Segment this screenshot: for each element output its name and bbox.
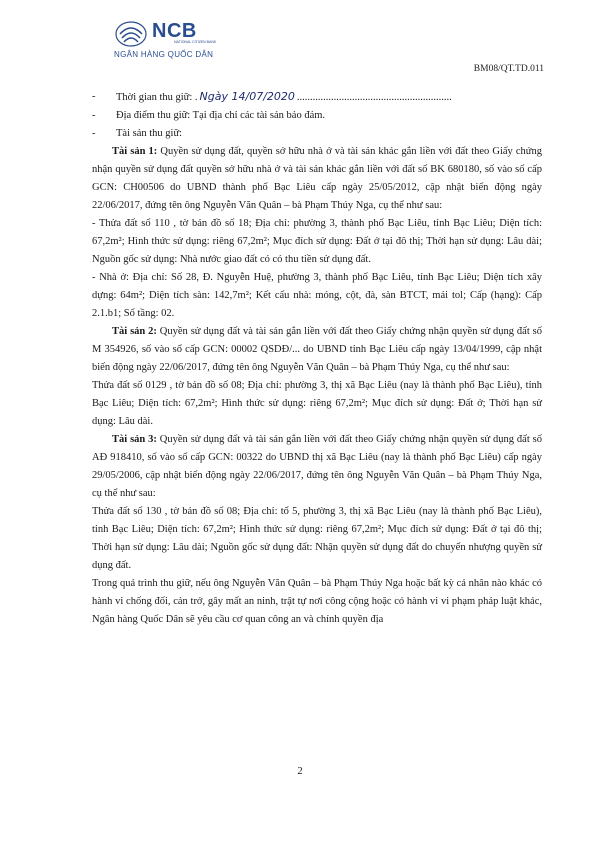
bank-logo: [114, 20, 234, 62]
asset2-land: Thửa đất số 0129 , tờ bản đồ số 08; Địa chỉ: phường 3, thị xã Bạc Liêu (nay là thành phố Bạc Liêu), tỉnh Bạc Liêu; Diện tích: 67,2m²; Hình thức sử dụng: riêng 67,2m²; Mục đích sử dụng: Đất ở; Thời hạn sử dụng: Lâu dài.: [92, 380, 542, 427]
place-line: - Địa điểm thu giữ: Tại địa chỉ các tài sản bảo đảm.: [92, 110, 326, 121]
place-text: Địa điểm thu giữ: Tại địa chỉ các tài sản bảo đảm.: [116, 110, 326, 121]
asset2-intro: [92, 323, 542, 377]
asset1-intro: [92, 143, 542, 215]
asset1-house: - Nhà ở: Địa chỉ: Số 28, Đ. Nguyễn Huệ, phường 3, thành phố Bạc Liêu, tỉnh Bạc Liêu; Diện tích xây dựng: 64m²; Diện tích sàn: 142,7m²; Kết cấu nhà: móng, cột, đà, sàn BTCT, mái tol; Cấp (hạng): Cấp 2.1.b1; Số tầng: 02.: [92, 272, 542, 319]
time-line: - Thời gian thu giữ: . Ngày 14/07/2020 ...........................................................: [92, 90, 452, 103]
assets-label: Tài sản thu giữ:: [116, 128, 183, 139]
asset3-intro-text: Quyền sử dụng đất và tài sản gắn liền với đất theo Giấy chứng nhận quyền sử dụng đất số AĐ 918410, số vào số cấp GCN: 00322 do UBND thị xã Bạc Liêu (nay là thành phố Bạc Liêu) cấp ngày 29/05/2006, cập nhật biến động ngày 22/06/2017, đứng tên ông Nguyễn Văn Quân – bà Phạm Thúy Nga, cụ thể như sau:: [92, 434, 542, 499]
asset1-title: Tài sản 1:: [112, 146, 158, 157]
ncb-logo-icon: [114, 20, 150, 48]
time-dots: ...........................................................: [296, 92, 452, 103]
document-code: BM08/QT.TD.011: [473, 64, 544, 74]
bank-name: NGÂN HÀNG QUỐC DÂN: [114, 50, 214, 59]
asset2-intro-text: Quyền sử dụng đất và tài sản gắn liền với đất theo Giấy chứng nhận quyền sử dụng đất số M 354926, số vào sổ cấp GCN: 00002 QSDĐ/... do UBND tỉnh Bạc Liêu cấp ngày 13/04/1999, cập nhật biến động ngày 22/06/2017, đứng tên ông Nguyễn Văn Quân – bà Phạm Thúy Nga, cụ thể như sau:: [92, 326, 542, 373]
asset3-land: Thửa đất số 130 , tờ bản đồ số 08; Địa chỉ: tổ 5, phường 3, thị xã Bạc Liêu (nay là thành phố Bạc Liêu), tỉnh Bạc Liêu; Diện tích: 67,2m²; Hình thức sử dụng: riêng 67,2m²; Mục đích sử dụng: Đất ở tại đô thị; Thời hạn sử dụng: Lâu dài; Nguồn gốc sử dụng đất: Nhận quyền sử dụng đất do chuyển nhượng quyền sử dụng đất.: [92, 506, 542, 571]
asset3-intro: [92, 431, 542, 503]
closing-paragraph: Trong quá trình thu giữ, nếu ông Nguyễn Văn Quân – bà Phạm Thúy Nga hoặc bất kỳ cá nhân nào khác có hành vi chống đối, cản trở, gây mất an ninh, trật tự nơi công cộng hoặc có hành vi vi phạm pháp luật khác, Ngân hàng Quốc Dân sẽ yêu cầu cơ quan công an và chính quyền địa: [92, 578, 542, 625]
page-number: 2: [297, 766, 303, 777]
asset1-intro-text: Quyền sử dụng đất, quyền sở hữu nhà ở và tài sản khác gắn liền với đất theo Giấy chứng nhận quyền sử dụng đất quyền sở hữu nhà ở và tài sản khác gắn liền với đất số BK 680180, số vào số cấp GCN: CH00506 do UBND thành phố Bạc Liêu cấp ngày 25/05/2012, cập nhật biến động ngày 22/06/2017, đứng tên ông Nguyễn Văn Quân – bà Phạm Thúy Nga, cụ thể như sau:: [92, 146, 542, 211]
time-label: Thời gian thu giữ: .: [116, 92, 198, 103]
brand-tagline: NATIONAL CITIZEN BANK: [174, 40, 217, 44]
asset2-title: Tài sản 2:: [112, 326, 157, 337]
brand-name: NCB: [152, 20, 197, 42]
asset3-title: Tài sản 3:: [112, 434, 157, 445]
document-body: [92, 88, 542, 629]
asset1-land: - Thửa đất số 110 , tờ bản đồ số 18; Địa chỉ: phường 3, thành phố Bạc Liêu, tỉnh Bạc Liêu; Diện tích: 67,2m²; Hình thức sử dụng: riêng 67,2m²; Mục đích sử dụng: Đất ở tại đô thị; Thời hạn sử dụng: Lâu dài; Nguồn gốc sử dụng: Nhà nước giao đất có có thu tiền sử dụng đất.: [92, 218, 542, 265]
assets-label-line: - Tài sản thu giữ:: [92, 128, 183, 139]
handwritten-date: Ngày 14/07/2020: [199, 90, 295, 103]
